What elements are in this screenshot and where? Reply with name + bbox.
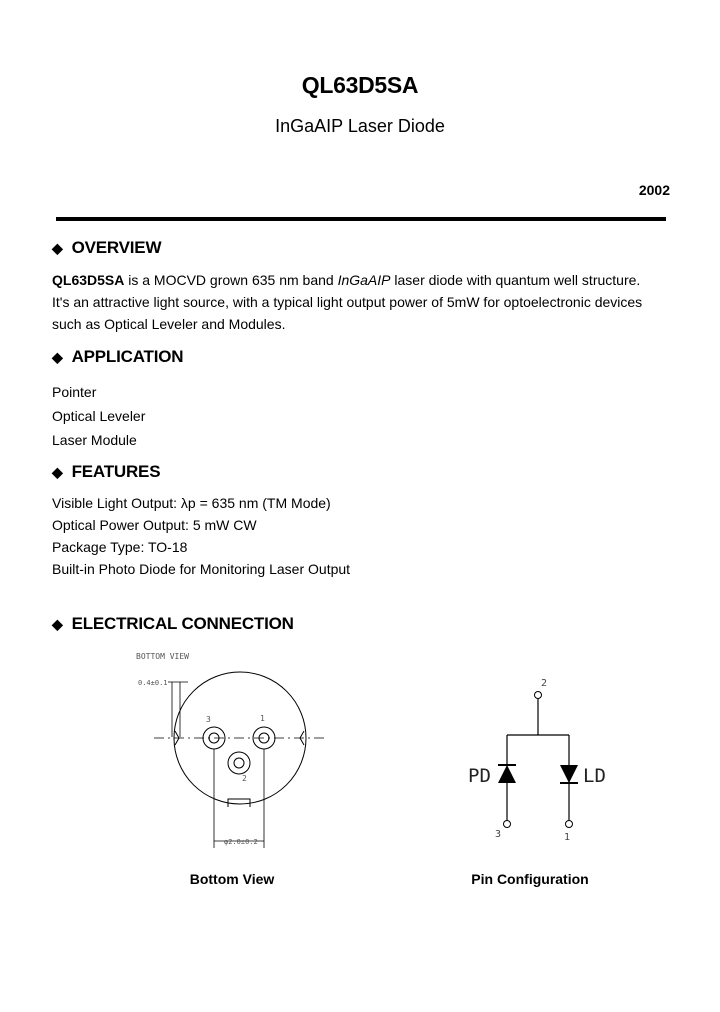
application-list [52, 380, 145, 452]
list-item: Pointer [52, 384, 97, 400]
overview-text-2: laser diode with quantum well structure. [390, 272, 641, 288]
pin-number: 2 [541, 678, 548, 689]
document-year: 2002 [638, 182, 670, 198]
pin-number: 1 [260, 714, 265, 723]
pin-hole [234, 758, 244, 768]
electrical-heading [52, 614, 294, 634]
features-heading-label: FEATURES [71, 462, 161, 481]
list-item: Visible Light Output: λp = 635 nm (TM Mode) [52, 495, 331, 511]
list-item: Package Type: TO-18 [52, 539, 188, 555]
ld-label: LD [583, 765, 606, 787]
overview-text-1: is a MOCVD grown 635 nm band [124, 272, 338, 288]
laser-diode-symbol-icon [560, 765, 578, 783]
overview-heading-label: OVERVIEW [71, 238, 162, 257]
diamond-bullet-icon: ◆ [52, 615, 63, 632]
list-item: Optical Leveler [52, 408, 146, 424]
overview-part-number: QL63D5SA [52, 272, 125, 288]
electrical-heading-label: ELECTRICAL CONNECTION [71, 614, 294, 633]
list-item: Built-in Photo Diode for Monitoring Laser Output [52, 561, 351, 577]
document-title: QL63D5SA [301, 72, 419, 98]
pin-terminal-top [535, 692, 542, 699]
overview-paragraph [52, 269, 672, 335]
list-item: Optical Power Output: 5 mW CW [52, 517, 257, 533]
pin-number: 2 [242, 774, 247, 783]
header-rule [56, 217, 666, 221]
features-heading [52, 462, 160, 482]
overview-heading [52, 238, 161, 258]
bottom-view-label: BOTTOM VIEW [136, 652, 189, 661]
document-subtitle: InGaAIP Laser Diode [275, 116, 445, 136]
diamond-bullet-icon: ◆ [52, 463, 63, 480]
bottom-view-diagram [120, 645, 340, 860]
photodiode-symbol-icon [498, 765, 516, 783]
diamond-bullet-icon: ◆ [52, 348, 63, 365]
overview-line-3: such as Optical Leveler and Modules. [52, 316, 286, 332]
pin-number: 3 [495, 829, 502, 840]
offset-dimension-label: 0.4±0.1 [138, 679, 168, 687]
pin-terminal-right [566, 821, 573, 828]
pin-configuration-diagram [450, 670, 620, 850]
pin-configuration-caption: Pin Configuration [471, 871, 589, 887]
pitch-dimension-label: φ2.0±0.2 [224, 838, 258, 846]
overview-material: InGaAIP [337, 272, 391, 288]
pd-label: PD [468, 765, 491, 787]
pin-terminal-left [504, 821, 511, 828]
application-heading-label: APPLICATION [71, 347, 184, 366]
overview-line-1 [52, 269, 672, 291]
list-item: Laser Module [52, 432, 137, 448]
diamond-bullet-icon: ◆ [52, 239, 63, 256]
application-heading [52, 347, 183, 367]
pin-number: 1 [564, 832, 571, 843]
overview-line-2: It's an attractive light source, with a typical light output power of 5mW for optoelectronic devices [52, 294, 643, 310]
features-list [52, 492, 350, 580]
pin-number: 3 [206, 715, 211, 724]
pin-circle [228, 752, 250, 774]
bottom-view-caption: Bottom View [189, 871, 275, 887]
